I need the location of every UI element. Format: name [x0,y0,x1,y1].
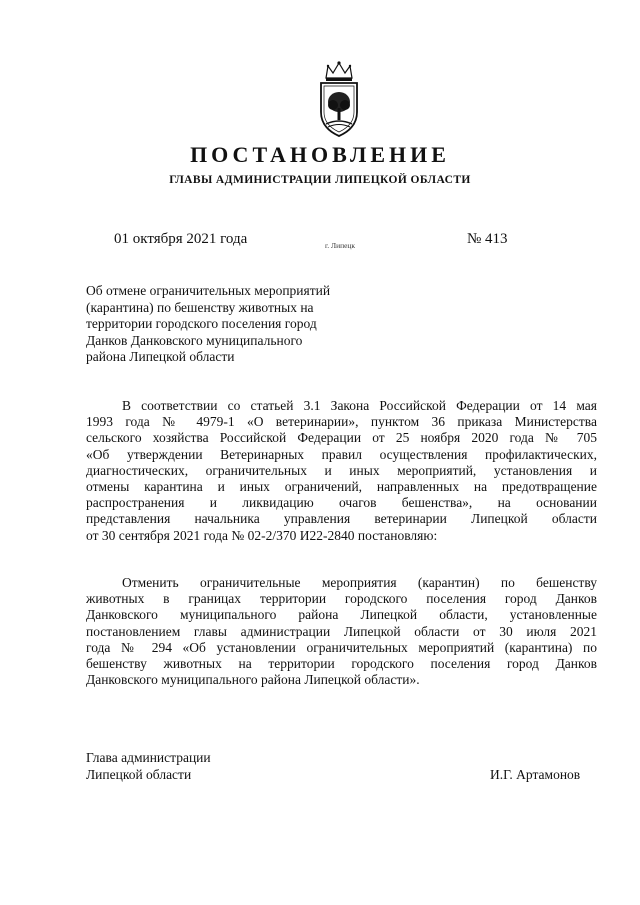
paragraph-line: В соответствии со статьей 3.1 Закона Российской Федерации от 14 мая [122,398,597,413]
paragraph-line: сельского хозяйства Российской Федерации от 25 ноября 2020 года № 705 [86,430,597,446]
document-heading [86,283,386,366]
paragraph-line: «Об утверждении Ветеринарных правил осуществления профилактических, [86,446,597,462]
paragraph-line: Данковского муниципального района Липецкой области, установленные [86,607,597,623]
coat-of-arms-icon [316,60,362,140]
paragraph-line: диагностических, ограничительных и иных мероприятий, установления и [86,462,597,478]
paragraph-line: Данковского муниципального района Липецкой области». [86,672,420,688]
paragraph-line: животных в границах территории городского поселения город Данков [86,591,597,607]
document-number: № 413 [467,231,508,247]
paragraph-line: бешенству животных на территории городского поселения город Данков [86,655,597,671]
paragraph-line: Отменить ограничительные мероприятия (карантин) по бешенству [122,575,597,590]
heading-line: района Липецкой области [86,349,235,364]
document-title: ПОСТАНОВЛЕНИЕ [190,142,450,167]
signature-position-line: Липецкой области [86,766,192,782]
paragraph-line: 1993 года № 4979-1 «О ветеринарии», пунктом 36 приказа Министерства [86,414,597,430]
document-city: г. Липецк [325,241,356,250]
paragraph-line: от 30 сентября 2021 года № 02-2/370 И22-2840 постановляю: [86,527,438,543]
heading-line: Данков Данковского муниципального [86,332,303,348]
paragraph-line: распространения и ликвидацию очагов бешенства», на основании [86,495,597,511]
heading-line: (карантина) по бешенству животных на [86,299,314,315]
paragraph-line: постановлением главы администрации Липецкой области от 30 июля 2021 [86,623,597,639]
paragraph-resolution [86,575,597,688]
paragraph-line: года № 294 «Об установлении ограничительных мероприятий (карантина) по [86,639,597,655]
signature-position-line: Глава администрации [86,750,211,765]
document-date: 01 октября 2021 года [114,231,248,247]
signature-position [86,750,211,783]
heading-line: Об отмене ограничительных мероприятий [86,283,331,298]
heading-line: территории городского поселения город [86,316,317,331]
paragraph-line: представления начальника управления ветеринарии Липецкой области [86,511,597,527]
signature-name: И.Г. Артамонов [490,767,581,782]
paragraph-preamble [86,398,597,544]
paragraph-line: отмены карантина и иных ограничений, направленных на предотвращение [86,478,597,494]
document-subtitle: ГЛАВЫ АДМИНИСТРАЦИИ ЛИПЕЦКОЙ ОБЛАСТИ [169,174,471,186]
